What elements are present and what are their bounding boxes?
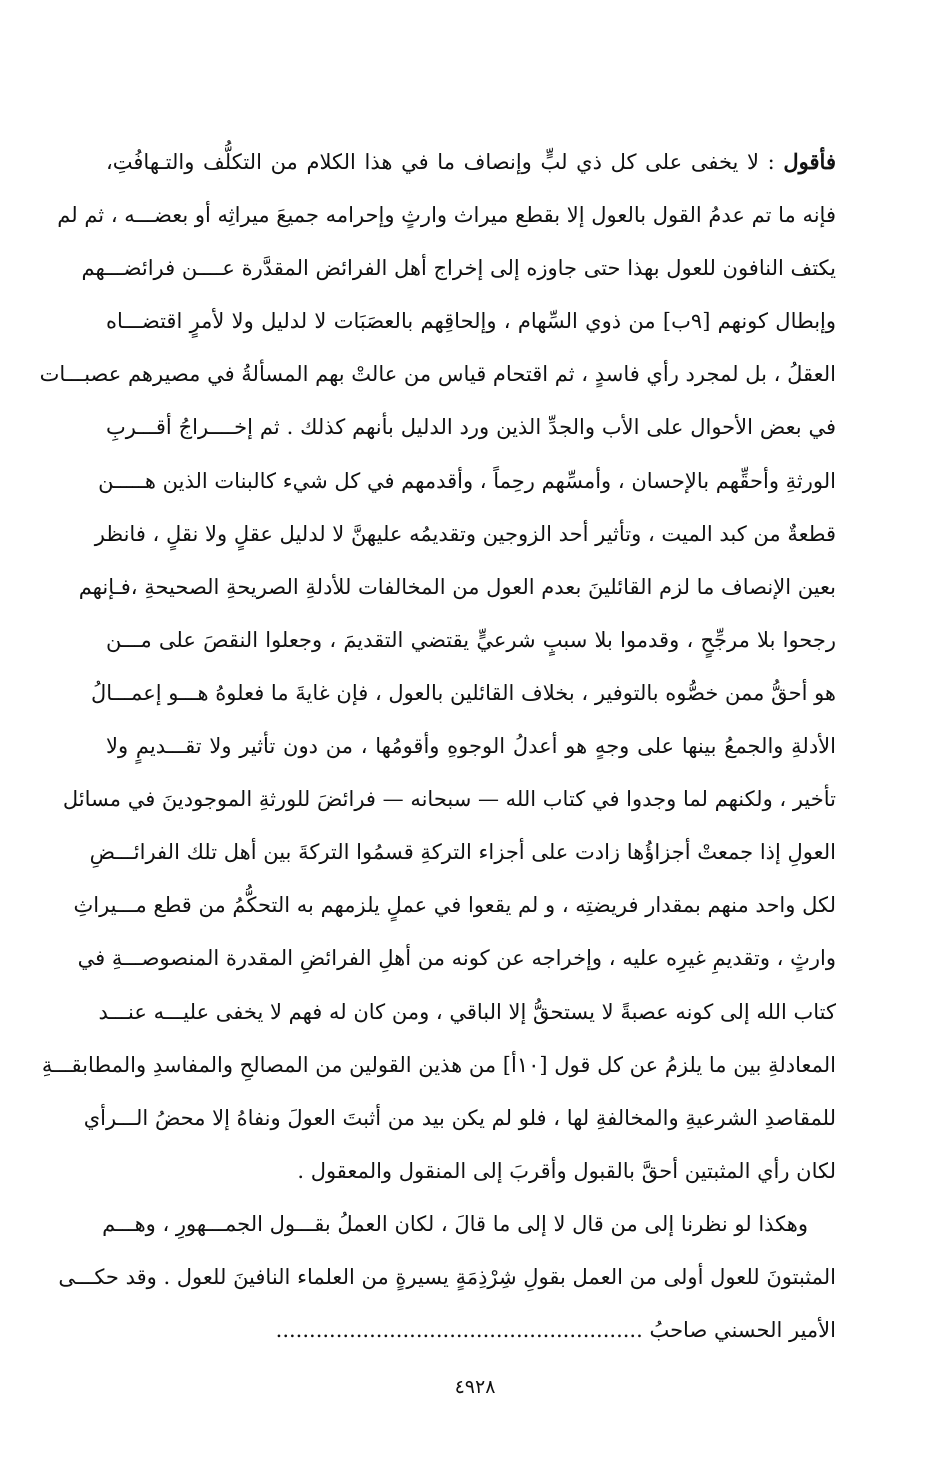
text-line (106, 142, 836, 195)
text-line: وارثٍ ، وتقديمِ غيرِه عليه ، وإخراجه عن كونه من أهلِ الفرائضِ المقدرة المنصوصـــةِ في (77, 946, 836, 971)
page-number: ٤٩٢٨ (454, 1376, 496, 1398)
text-line: المثبتونَ للعول أولى من العمل بقولِ شِرْذِمَةٍ يسيرةٍ من العلماء النافينَ للعول . وقد حكـــى (58, 1264, 836, 1289)
text-line: الأدلةِ والجمعُ بينها على وجهٍ هو أعدلُ الوجوهِ وأقومُها ، من دون تأثير ولا تقـــديمٍ ولا (106, 734, 836, 759)
body-text (39, 142, 837, 1363)
text-line: تأخير ، ولكنهم لما وجدوا في كتاب الله — سبحانه — فرائضَ للورثةِ الموجودينَ في مسائل (62, 787, 836, 812)
text-line: الأمير الحسني صاحبُ ....................................................... (275, 1318, 836, 1343)
text-line: العولِ إذا جمعتْ أجزاؤُها زادت على أجزاء التركةِ قسمُوا التركةَ بين أهل تلك الفرائـــضِ (89, 840, 836, 865)
text-line: يكتف النافون للعول بهذا حتى جاوزه إلى إخراج أهل الفرائض المقدَّرة عــــن فرائضـــهم (81, 256, 836, 281)
line-text: : لا يخفى على كل ذي لبٍّ وإنصاف ما في هذا الكلام من التكلُّف والتـهافُتِ، (106, 150, 775, 174)
text-line: للمقاصدِ الشرعيةِ والمخالفةِ لها ، فلو لم يكن بيد من أثبتَ العولَ ونفاهُ إلا محضُ الـــرأي (83, 1105, 836, 1130)
text-line: لكان رأي المثبتين أحقَّ بالقبول وأقربَ إلى المنقول والمعقول . (297, 1158, 836, 1183)
text-line: هو أحقُّ ممن خصُّوه بالتوفير ، بخلاف القائلين بالعول ، فإن غايةَ ما فعلوهُ هـــو إعمـــالُ (90, 680, 836, 705)
text-line: العقلُ ، بل لمجرد رأي فاسدٍ ، ثم اقتحام قياس من عالتْ بهم المسألةُ في مصيرهم عصبـــات (39, 362, 836, 387)
text-line: فإنه ما تم عدمُ القول بالعول إلا بقطع ميراث وارثٍ وإحرامه جميعَ ميراثِه أو بعضـــه ، ثم لم (57, 203, 836, 228)
text-line: لكل واحد منهم بمقدار فريضتِه ، و لم يقعوا في عملٍ يلزمهم به التحكُّمُ من قطع مـــيراثِ (73, 893, 836, 918)
text-line: بعين الإنصاف ما لزم القائلينَ بعدم العول من المخالفات للأدلةِ الصريحةِ الصحيحةِ ،فـإنهم (78, 574, 836, 599)
text-line: الورثةِ وأحقِّهم بالإحسان ، وأمسِّهم رحِماً ، وأقدمهم في كل شيء كالبنات الذين هـــــن (98, 468, 836, 493)
text-line: وإبطال كونهم [٩ب] من ذوي السِّهام ، وإلحاقِهم بالعصَبَات لا لدليل ولا لأمرٍ اقتضـــاه (106, 309, 837, 334)
text-line: كتاب الله إلى كونه عصبةً لا يستحقُّ إلا الباقي ، ومن كان له فهم لا يخفى عليـــه عنـــد (98, 999, 836, 1024)
text-line: المعادلةِ بين ما يلزمُ عن كل قول [١٠أ] من هذين القولين من المصالحِ والمفاسدِ والمطابقـــةِ (41, 1052, 836, 1077)
text-line: قطعةٌ من كبد الميت ، وتأثير أحد الزوجين وتقديمُه عليهنَّ لا لدليل عقلٍ ولا نقلٍ ، فانظر (94, 521, 836, 546)
lead-word: فأقول (783, 149, 836, 174)
text-line: في بعض الأحوال على الأب والجدِّ الذين ورد الدليل بأنهم كذلك . ثم إخــــراجُ أقـــربِ (106, 415, 836, 440)
text-line: رجحوا بلا مرجِّحٍ ، وقدموا بلا سببٍ شرعيٍّ يقتضي التقديمَ ، وجعلوا النقصَ على مـــن (106, 627, 836, 652)
text-line: وهكذا لو نظرنا إلى من قال لا إلى ما قالَ ، لكان العملُ بقـــول الجمـــهورِ ، وهـــم (102, 1211, 808, 1236)
